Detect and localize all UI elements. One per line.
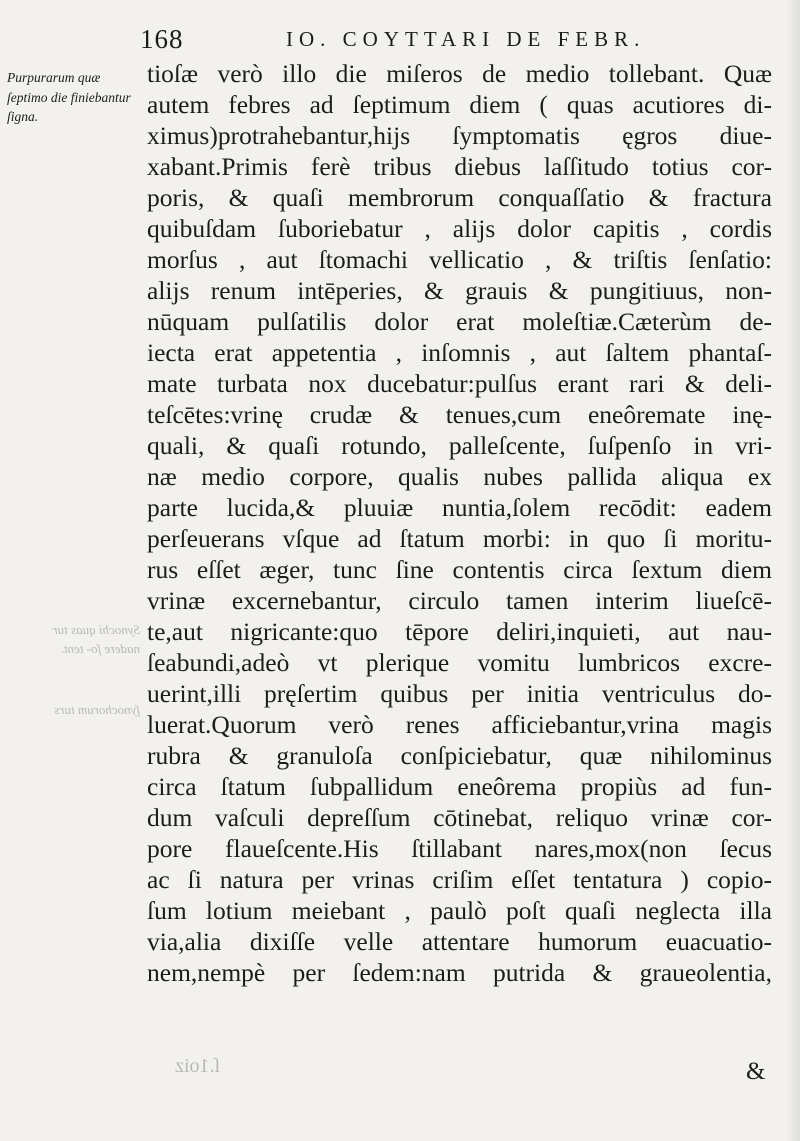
text-line: circa ſtatum ſubpallidum eneôrema propiùs ad fun- xyxy=(147,772,772,801)
scan-edge-shadow xyxy=(786,0,800,1141)
bleed-through-note-2: ſynochorum turs xyxy=(54,702,140,717)
text-line: nem,nempè per ſedem:nam putrida & graueolentia, xyxy=(147,958,772,987)
text-line: næ medio corpore, qualis nubes pallida aliqua ex xyxy=(147,462,772,491)
bleed-through-bottom: ſ.1oiz xyxy=(175,1055,220,1077)
text-line: tioſæ verò illo die miſeros de medio tollebant. Quæ xyxy=(147,59,772,88)
text-line: quali, & quaſi rotundo, palleſcente, ſuſpenſo in vri- xyxy=(147,431,772,460)
bleed-through-note-1: Synochi quas tur nadere ſo- tent. xyxy=(52,622,140,656)
page-number: 168 xyxy=(140,24,184,54)
marginal-note: Purpurarum quæ ſeptimo die finiebantur ſigna. xyxy=(7,70,131,124)
text-line: dum vaſculi depreſſum cōtinebat, reliquo vrinæ cor- xyxy=(147,803,772,832)
text-line: ximus)protrahebantur,hijs ſymptomatis ęgros diue- xyxy=(147,121,772,150)
catchword: & xyxy=(746,1058,766,1085)
page-header xyxy=(140,20,780,60)
text-line: vrinæ excernebantur, circulo tamen interim liueſcē- xyxy=(147,586,772,615)
running-head: IO. COYTTARI DE FEBR. xyxy=(286,27,646,51)
text-line: uerint,illi pręſertim quibus per initia ventriculus do- xyxy=(147,679,772,708)
text-line: ſum lotium meiebant , paulò poſt quaſi neglecta illa xyxy=(147,896,772,925)
text-line: parte lucida,& pluuiæ nuntia,ſolem recōdit: eadem xyxy=(147,493,772,522)
text-line: morſus , aut ſtomachi vellicatio , & triſtis ſenſatio: xyxy=(147,245,772,274)
text-line: ſeabundi,adeò vt plerique vomitu lumbricos excre- xyxy=(147,648,772,677)
text-line: ac ſi natura per vrinas criſim eſſet tentatura ) copio- xyxy=(147,865,772,894)
body-text xyxy=(147,58,772,988)
text-line: xabant.Primis ferè tribus diebus laſſitudo totius cor- xyxy=(147,152,772,181)
text-line: teſcētes:vrinę crudæ & tenues,cum eneôremate inę- xyxy=(147,400,772,429)
text-line: autem febres ad ſeptimum diem ( quas acutiores di- xyxy=(147,90,772,119)
text-line: via,alia dixiſſe velle attentare humorum euacuatio- xyxy=(147,927,772,956)
text-line: poris, & quaſi membrorum conquaſſatio & fractura xyxy=(147,183,772,212)
text-line: nūquam pulſatilis dolor erat moleſtiæ.Cæterùm de- xyxy=(147,307,772,336)
text-line: luerat.Quorum verò renes afficiebantur,vrina magis xyxy=(147,710,772,739)
text-line: quibuſdam ſuboriebatur , alijs dolor capitis , cordis xyxy=(147,214,772,243)
text-line: pore flaueſcente.His ſtillabant nares,mox(non ſecus xyxy=(147,834,772,863)
text-line: iecta erat appetentia , inſomnis , aut ſaltem phantaſ- xyxy=(147,338,772,367)
text-line: rus eſſet æger, tunc ſine contentis circa ſextum diem xyxy=(147,555,772,584)
text-line: mate turbata nox ducebatur:pulſus erant rari & deli- xyxy=(147,369,772,398)
text-line: perſeuerans vſque ad ſtatum morbi: in quo ſi moritu- xyxy=(147,524,772,553)
text-line: rubra & granuloſa conſpiciebatur, quæ nihilominus xyxy=(147,741,772,770)
text-line: te,aut nigricante:quo tēpore deliri,inquieti, aut nau- xyxy=(147,617,772,646)
text-line: alijs renum intēperies, & grauis & pungitiuus, non- xyxy=(147,276,772,305)
